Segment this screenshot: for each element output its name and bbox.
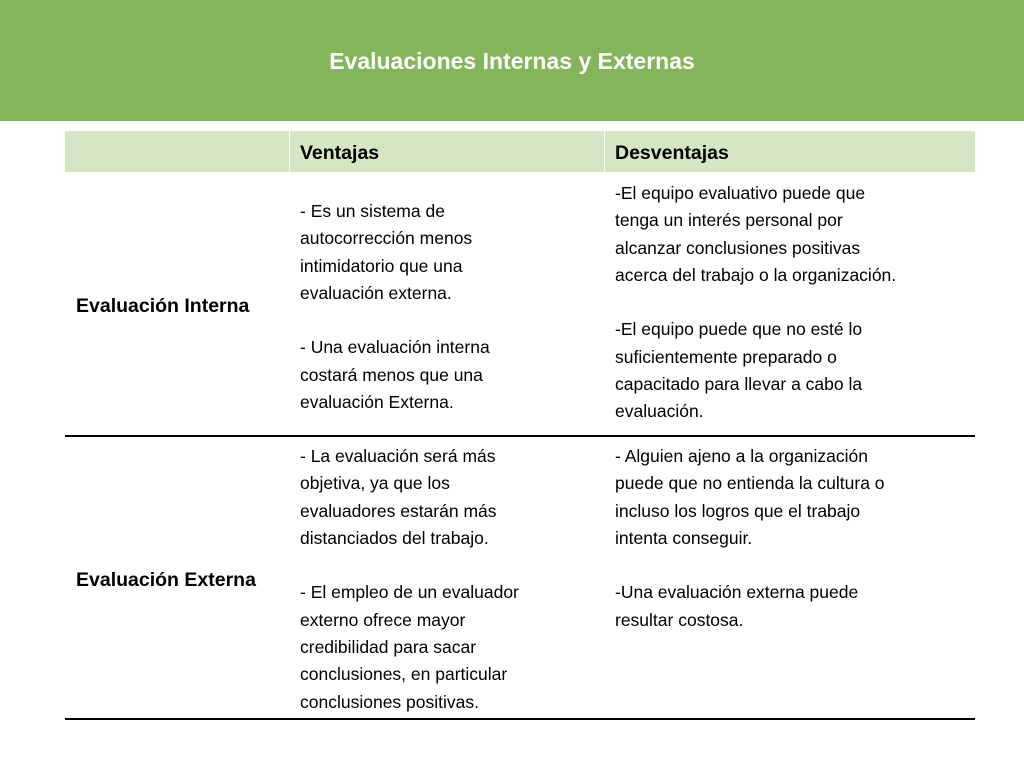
row-label-interna: Evaluación Interna [76,295,250,317]
cell-externa-ventajas: - La evaluación será más objetiva, ya que los evaluadores estarán más distanciados del trabajo. - El empleo de un evaluador externo ofrece mayor credibilidad para sacar conclusiones, en particular conclusiones positivas. [300,446,519,712]
header-column-separator [289,131,290,172]
table-header-row [65,131,975,172]
header-desventajas: Desventajas [615,142,729,164]
cell-externa-desventajas: - Alguien ajeno a la organización puede que no entienda la cultura o incluso los logros que el trabajo intenta conseguir. -Una evaluación externa puede resultar costosa. [615,446,885,630]
header-column-separator [604,131,605,172]
header-ventajas: Ventajas [300,142,380,164]
row-label-externa: Evaluación Externa [76,569,256,591]
cell-interna-desventajas: -El equipo evaluativo puede que tenga un interés personal por alcanzar conclusiones positivas acerca del trabajo o la organización. -El equipo puede que no esté lo suficientemente preparado o capacitado para llevar a cabo la evaluación. [615,183,897,422]
cell-interna-ventajas: - Es un sistema de autocorrección menos intimidatorio que una evaluación externa. - Una evaluación interna costará menos que una evaluación Externa. [300,201,490,413]
table-bottom-border [65,718,975,720]
row-divider [65,435,975,437]
slide-title: Evaluaciones Internas y Externas [329,48,695,74]
